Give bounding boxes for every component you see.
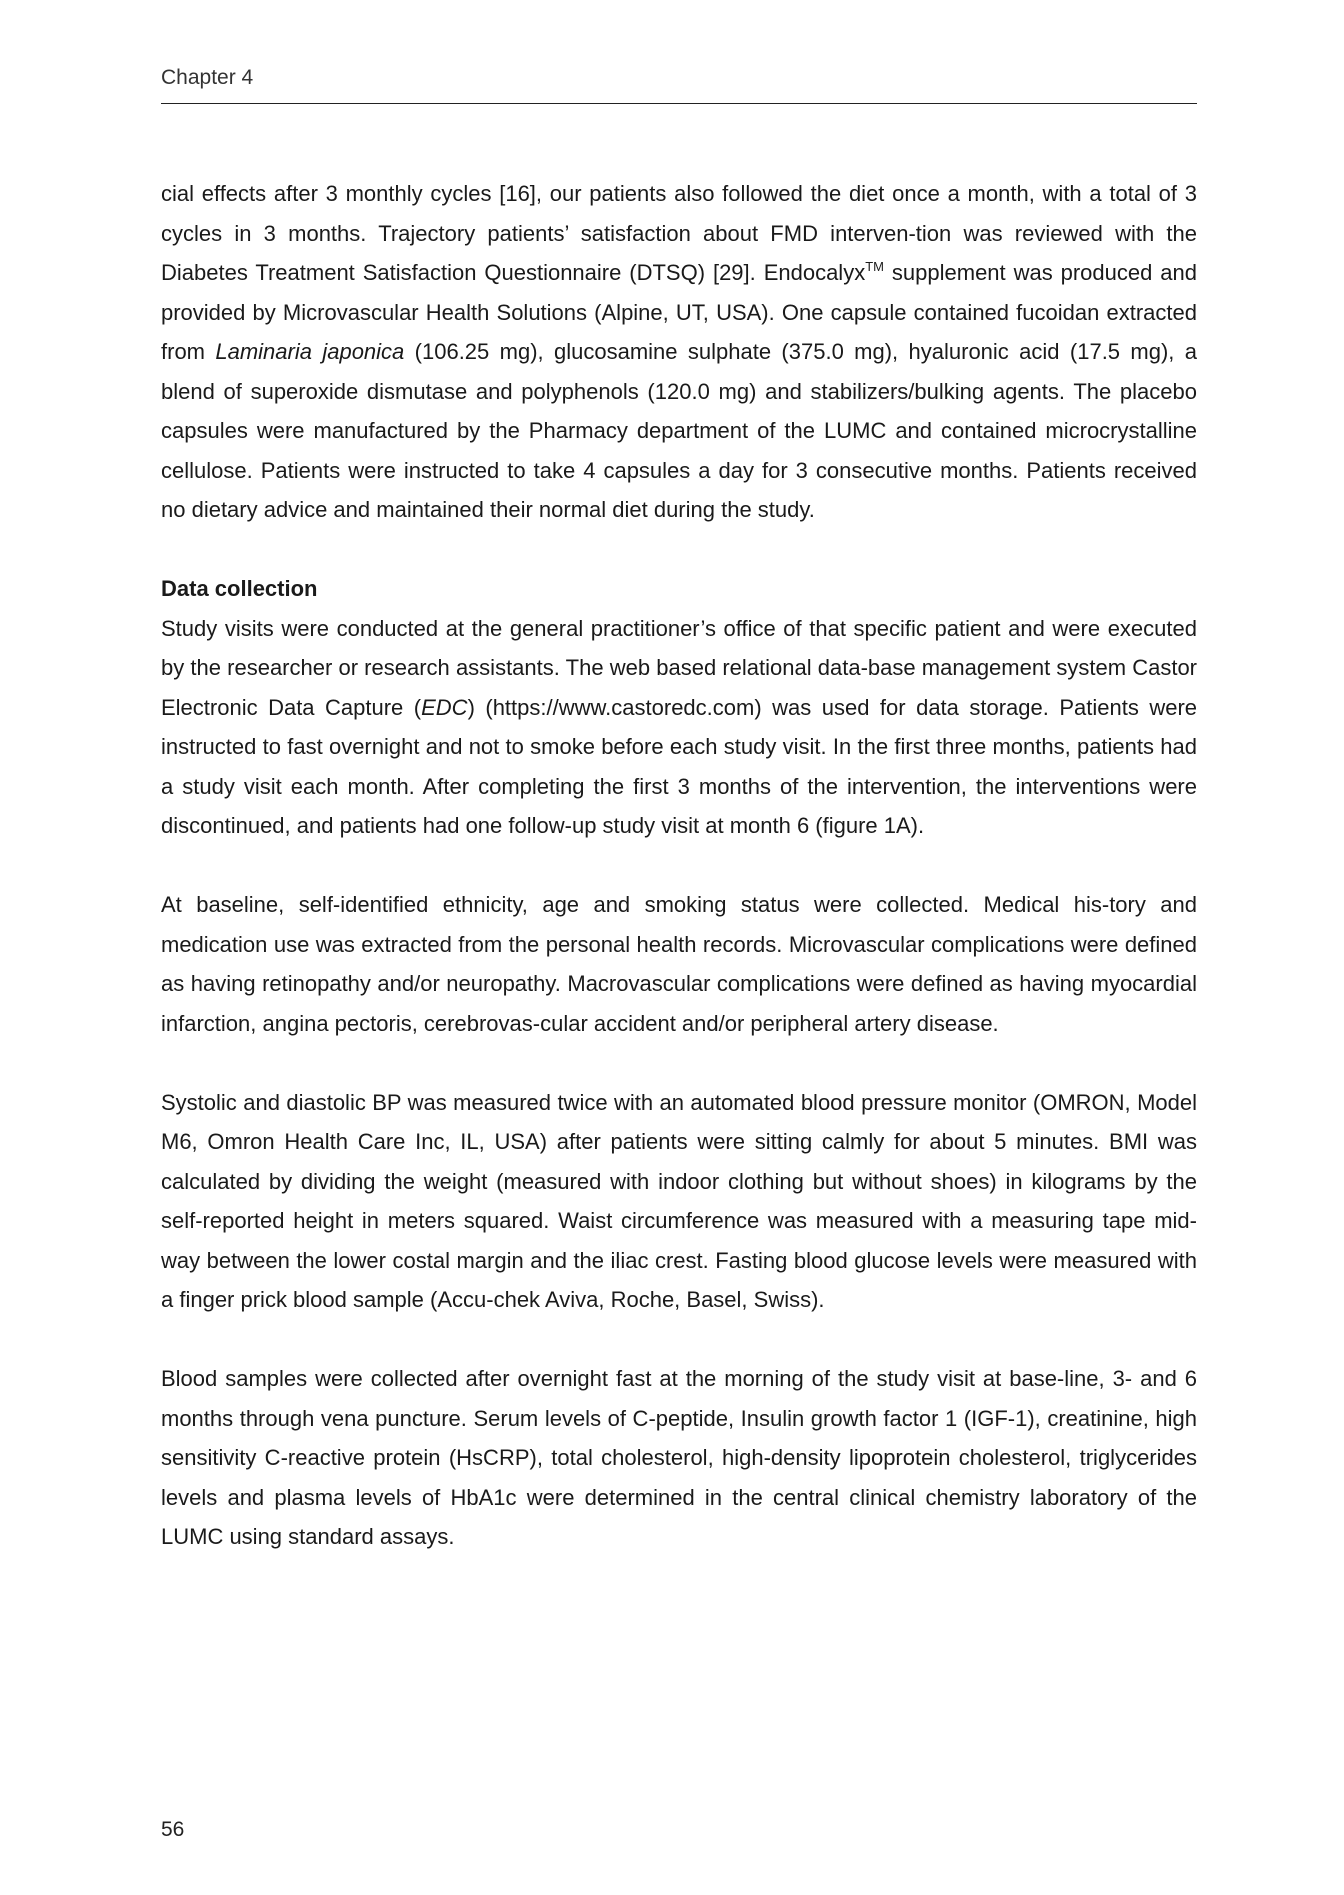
species-name: Laminaria japonica (215, 339, 405, 364)
header-rule (161, 103, 1197, 104)
paragraph-measurements: Systolic and diastolic BP was measured twice with an automated blood pressure monitor (OMRON, Model M6, Omron Health Care Inc, IL, USA) after patients were sitting calmly for about 5 minutes. BMI was calculated by dividing the weight (measured with indoor clothing but without shoes) in kilograms by the self-reported height in meters squared. Waist circumference was measured with a measuring tape mid-way between the lower costal margin and the iliac crest. Fasting blood glucose levels were measured with a finger prick blood sample (Accu-chek Aviva, Roche, Basel, Swiss). (161, 1089, 1197, 1312)
paragraph-text: (106.25 mg), glucosamine sulphate (375.0 mg), hyaluronic acid (17.5 mg), a blend of superoxide dismutase and polyphenols (120.0 mg) and stabilizers/bulking agents. The placebo capsules were manufactured by the Pharmacy department of the LUMC and contained microcrystalline cellulose. Patients were instructed to take 4 capsules a day for 3 consecutive months. Patients received no dietary advice and maintained their normal diet during the study. (161, 339, 1197, 522)
paragraph-text: Study visits were conducted at the general practitioner’s office of that specific patient and were executed by the researcher or research assistants. The web based relational data-base management system Castor Electronic Data Capture ( (161, 615, 1197, 720)
paragraph-blood-samples: Blood samples were collected after overnight fast at the morning of the study visit at base-line, 3- and 6 months through vena puncture. Serum levels of C-peptide, Insulin growth factor 1 (IGF-1), creatinine, high sensitivity C-reactive protein (HsCRP), total cholesterol, high-density lipoprotein cholesterol, triglycerides levels and plasma levels of HbA1c were determined in the central clinical chemistry laboratory of the LUMC using standard assays. (161, 1366, 1197, 1549)
paragraph-text: ) (https://www.castoredc.com) was used for data storage. Patients were instructed to fast overnight and not to smoke before each study visit. In the first three months, patients had a study visit each month. After completing the first 3 months of the intervention, the interventions were discontinued, and patients had one follow-up study visit at month 6 (figure 1A). (161, 694, 1198, 838)
running-head: Chapter 4 (161, 66, 254, 89)
body-text (161, 174, 1197, 1557)
paragraph-intervention (161, 174, 1197, 530)
page-number: 56 (161, 1818, 185, 1841)
edc-abbreviation: EDC (421, 694, 468, 720)
trademark-superscript: TM (865, 259, 884, 274)
paragraph-baseline: At baseline, self-identified ethnicity, age and smoking status were collected. Medical his-tory and medication use was extracted from the personal health records. Microvascular complications were defined as having retinopathy and/or neuropathy. Macrovascular complications were defined as having myocardial infarction, angina pectoris, cerebrovas-cular accident and/or peripheral artery disease. (161, 892, 1197, 1036)
paragraph-text: cial effects after 3 monthly cycles [16], our patients also followed the diet once a month, with a total of 3 cycles in 3 months. Trajectory patients’ satisfaction about FMD interven-tion was reviewed with the Diabetes Treatment Satisfaction Questionnaire (DTSQ) [29]. Endocalyx (161, 181, 1197, 285)
paragraph-study-visits (161, 609, 1197, 846)
section-heading-data-collection: Data collection (161, 576, 318, 601)
paragraph-text: supplement was produced and provided by Microvascular Health Solutions (Alpine, UT, USA). One capsule contained fucoidan extracted from (161, 260, 1197, 364)
